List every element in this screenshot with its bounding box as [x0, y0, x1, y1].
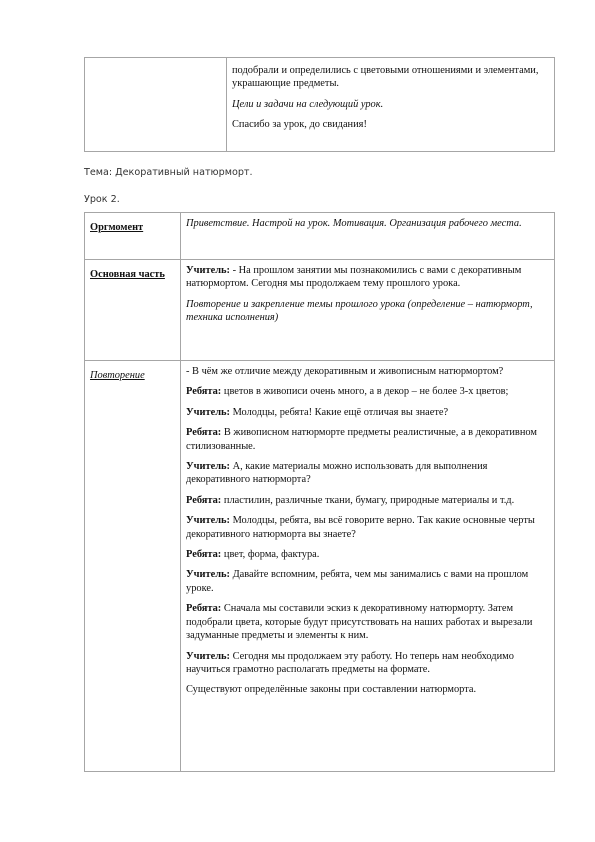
dialogue-line: Существуют определённые законы при составлении натюрморта.	[186, 684, 477, 696]
note: Повторение и закрепление темы прошлого урока (определение – натюрморт, техника исполнения)	[186, 298, 533, 324]
label-cell	[85, 260, 181, 361]
label-cell	[85, 361, 181, 772]
dialogue-line: Учитель: А, какие материалы можно использовать для выполнения декоративного натюрморта?	[186, 461, 488, 486]
speaker-label: Учитель:	[186, 265, 230, 276]
empty-cell	[85, 58, 227, 152]
table-row	[85, 58, 555, 152]
goodbye-line: Спасибо за урок, до свидания!	[232, 119, 367, 131]
row-label: Основная часть	[90, 269, 165, 280]
table-row	[85, 213, 555, 260]
dialogue-line: - В чём же отличие между декоративным и живописным натюрмортом?	[186, 366, 504, 377]
dialogue-line: Ребята: пластилин, различные ткани, бумагу, природные материалы и т.д.	[186, 494, 515, 506]
table-row	[85, 260, 555, 361]
dialogue-line: Учитель: Давайте вспомним, ребята, чем мы занимались с вами на прошлом уроке.	[186, 569, 529, 594]
top-table	[84, 57, 555, 152]
dialogue-line: Ребята: Сначала мы составили эскиз к декоративному натюрморту. Затем подобрали цвета, которые будут присутствовать на наших работах и вырезали задуманные предметы и элементы к ним.	[186, 603, 533, 642]
dialogue-line: Учитель: Сегодня мы продолжаем эту работу. Но теперь нам необходимо научиться грамотно располагать предметы на формате.	[186, 650, 514, 675]
paragraph: подобрали и определились с цветовыми отношениями и элементами, украшающие предметы.	[232, 65, 539, 90]
dialogue-line: Учитель: Молодцы, ребята! Какие ещё отличая вы знаете?	[186, 406, 449, 418]
paragraph	[186, 264, 549, 291]
paragraph: Приветствие. Настрой на урок. Мотивация. Организация рабочего места.	[186, 218, 522, 229]
dialogue-line: Ребята: цвет, форма, фактура.	[186, 549, 320, 561]
speech-text: - На прошлом занятии мы познакомились с вами с декоративным натюрмортом. Сегодня мы продолжаем тему прошлого урока.	[186, 265, 522, 290]
theme-line: Тема: Декоративный натюрморт.	[84, 167, 253, 178]
label-cell	[85, 213, 181, 260]
dialogue-line: Учитель: Молодцы, ребята, вы всё говорите верно. Так какие основные черты декоративного натюрморта вы знаете?	[186, 515, 535, 540]
goals-line: Цели и задачи на следующий урок.	[232, 98, 384, 110]
row-label: Оргмомент	[90, 222, 144, 233]
dialogue-line: Ребята: В живописном натюрморте предметы реалистичные, а в декоративном стилизованные.	[186, 427, 537, 452]
row-label: Повторение	[90, 370, 145, 381]
table-row	[85, 361, 555, 772]
content-cell	[181, 361, 555, 772]
lesson-line: Урок 2.	[84, 194, 120, 205]
content-cell	[181, 213, 555, 260]
lesson-table	[84, 212, 555, 772]
content-cell	[227, 58, 555, 152]
content-cell	[181, 260, 555, 361]
dialogue-line: Ребята: цветов в живописи очень много, а в декор – не более 3-х цветов;	[186, 386, 509, 398]
